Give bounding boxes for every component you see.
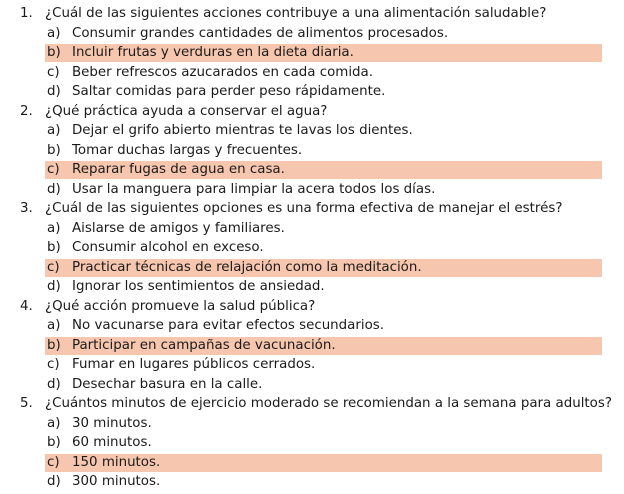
question-line — [0, 199, 624, 219]
question-number: 3. — [20, 201, 33, 216]
option-letter: a) — [47, 123, 61, 138]
option-letter: a) — [47, 415, 61, 431]
option-row — [0, 219, 624, 239]
question-text: ¿Qué práctica ayuda a conservar el agua? — [45, 103, 328, 119]
option-text: Incluir frutas y verduras en la dieta diaria. — [72, 45, 354, 60]
question-text: ¿Cuántos minutos de ejercicio moderado se recomiendan a la semana para adultos? — [45, 396, 612, 411]
option-row — [0, 43, 624, 63]
option-letter: d) — [47, 474, 61, 489]
option-text: Ignorar los sentimientos de ansiedad. — [72, 279, 325, 294]
option-highlighted — [45, 337, 602, 355]
option-highlighted — [45, 454, 602, 472]
option-letter: b) — [47, 142, 61, 158]
option-text: Practicar técnicas de relajación como la meditación. — [72, 259, 422, 275]
option-highlighted — [45, 161, 602, 179]
option-row — [0, 258, 624, 278]
option-row — [0, 63, 624, 83]
quiz-document — [0, 4, 624, 492]
option-text: Aislarse de amigos y familiares. — [72, 220, 285, 236]
option — [45, 473, 602, 491]
option — [45, 181, 602, 199]
option-letter: c) — [47, 162, 60, 177]
option-text: Tomar duchas largas y frecuentes. — [72, 142, 303, 158]
option-letter: a) — [47, 318, 61, 333]
option-letter: d) — [47, 84, 61, 99]
option-row — [0, 472, 624, 492]
option-text: Fumar en lugares públicos cerrados. — [72, 357, 316, 372]
option-text: Usar la manguera para limpiar la acera todos los días. — [72, 181, 436, 197]
question-line — [0, 394, 624, 414]
option-row — [0, 24, 624, 44]
question-number: 1. — [20, 6, 33, 21]
option-letter: c) — [47, 259, 60, 275]
option-letter: d) — [47, 181, 61, 197]
option-row — [0, 121, 624, 141]
option-text: Dejar el grifo abierto mientras te lavas los dientes. — [72, 123, 413, 138]
option-row — [0, 238, 624, 258]
option-letter: c) — [47, 64, 60, 80]
question-number: 2. — [20, 103, 33, 119]
question-text: ¿Cuál de las siguientes opciones es una forma efectiva de manejar el estrés? — [45, 201, 563, 216]
option — [45, 239, 602, 257]
option-text: Desechar basura en la calle. — [72, 376, 263, 392]
option-row — [0, 453, 624, 473]
option-letter: a) — [47, 220, 61, 236]
option — [45, 415, 602, 433]
option-letter: d) — [47, 279, 61, 294]
question-number: 4. — [20, 298, 33, 314]
option — [45, 434, 602, 452]
option-text: 60 minutos. — [72, 435, 152, 450]
option-letter: b) — [47, 337, 61, 353]
option-row — [0, 355, 624, 375]
option-row — [0, 433, 624, 453]
option-row — [0, 180, 624, 200]
option-text: Consumir grandes cantidades de alimentos procesados. — [72, 25, 449, 41]
option-row — [0, 316, 624, 336]
option-highlighted — [45, 44, 602, 62]
option — [45, 122, 602, 140]
option — [45, 317, 602, 335]
option-row — [0, 160, 624, 180]
option-letter: b) — [47, 45, 61, 60]
option-text: Consumir alcohol en exceso. — [72, 240, 264, 255]
option-letter: b) — [47, 240, 61, 255]
option-text: Saltar comidas para perder peso rápidamente. — [72, 84, 386, 99]
option-letter: b) — [47, 435, 61, 450]
option-row — [0, 141, 624, 161]
option — [45, 220, 602, 238]
question-text: ¿Qué acción promueve la salud pública? — [45, 298, 316, 314]
option — [45, 142, 602, 160]
option-letter: a) — [47, 25, 61, 41]
option-text: 30 minutos. — [72, 415, 152, 431]
option-text: Reparar fugas de agua en casa. — [72, 162, 285, 177]
option-text: 300 minutos. — [72, 474, 161, 489]
option — [45, 356, 602, 374]
option-row — [0, 336, 624, 356]
option-text: 150 minutos. — [72, 454, 161, 470]
option-row — [0, 414, 624, 434]
option — [45, 64, 602, 82]
question-text: ¿Cuál de las siguientes acciones contribuye a una alimentación saludable? — [45, 6, 547, 21]
question-number: 5. — [20, 396, 33, 411]
option-row — [0, 82, 624, 102]
option-highlighted — [45, 259, 602, 277]
question-line — [0, 297, 624, 317]
option — [45, 278, 602, 296]
option-letter: c) — [47, 357, 60, 372]
option — [45, 376, 602, 394]
option-letter: c) — [47, 454, 60, 470]
option-text: Beber refrescos azucarados en cada comida. — [72, 64, 374, 80]
option-row — [0, 375, 624, 395]
option — [45, 25, 602, 43]
option-row — [0, 277, 624, 297]
option-letter: d) — [47, 376, 61, 392]
option — [45, 83, 602, 101]
question-line — [0, 102, 624, 122]
question-line — [0, 4, 624, 24]
option-text: No vacunarse para evitar efectos secundarios. — [72, 318, 385, 333]
option-text: Participar en campañas de vacunación. — [72, 337, 336, 353]
